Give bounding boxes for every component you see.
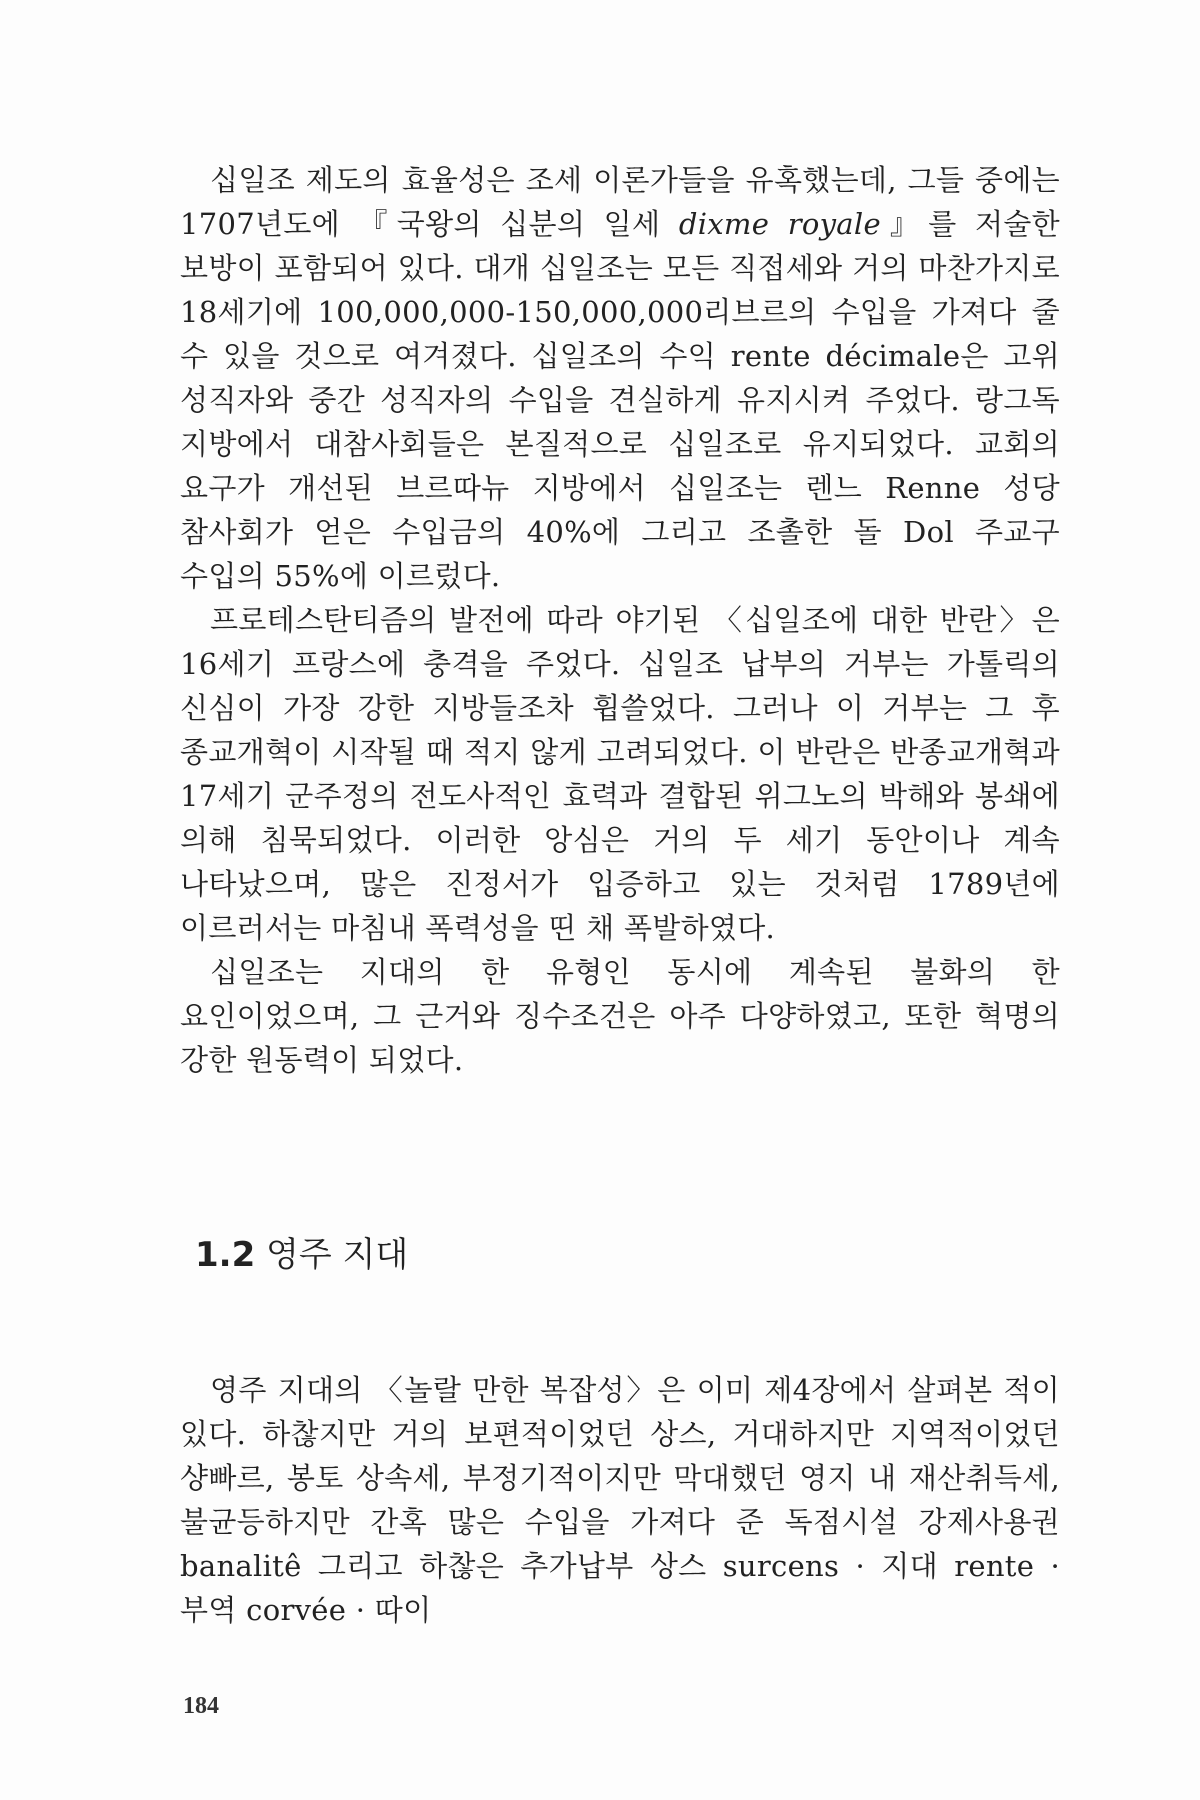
paragraph-1-italic-term: dixme royale	[678, 207, 881, 241]
section-title: 영주 지대	[266, 1235, 409, 1275]
paragraph-3	[180, 950, 1060, 1082]
paragraph-4	[180, 1368, 1060, 1632]
section-heading	[195, 1227, 408, 1276]
paragraph-2	[180, 598, 1060, 950]
body-text-upper	[180, 158, 1060, 1082]
paragraph-4-text: 영주 지대의 〈놀랄 만한 복잡성〉은 이미 제4장에서 살펴본 적이 있다. 하찮지만 거의 보편적이었던 상스, 거대하지만 지역적이었던 샹빠르, 봉토 상속세, 부정기적이지만 막대했던 영지 내 재산취득세, 불균등하지만 간혹 많은 수입을 가져다 준 독점시설 강제사용권 banalitê 그리고 하찮은 추가납부 상스 surcens · 지대 rente · 부역 corvée · 따이	[180, 1373, 1060, 1627]
paragraph-1-part-1: 십일조 제도의 효율성은 조세 이론가들을 유혹했는데, 그들 중에는 1707년도에 『국왕의 십분의 일세	[180, 163, 1060, 241]
paragraph-3-text: 십일조는 지대의 한 유형인 동시에 계속된 불화의 한 요인이었으며, 그 근거와 징수조건은 아주 다양하였고, 또한 혁명의 강한 원동력이 되었다.	[180, 955, 1060, 1077]
paragraph-1	[180, 158, 1060, 598]
paragraph-2-text: 프로테스탄티즘의 발전에 따라 야기된 〈십일조에 대한 반란〉은 16세기 프랑스에 충격을 주었다. 십일조 납부의 거부는 가톨릭의 신심이 가장 강한 지방들조차 휩쓸었다. 그러나 이 거부는 그 후 종교개혁이 시작될 때 적지 않게 고려되었다. 이 반란은 반종교개혁과 17세기 군주정의 전도사적인 효력과 결합된 위그노의 박해와 봉쇄에 의해 침묵되었다. 이러한 앙심은 거의 두 세기 동안이나 계속 나타났으며, 많은 진정서가 입증하고 있는 것처럼 1789년에 이르러서는 마침내 폭력성을 띤 채 폭발하였다.	[180, 603, 1060, 945]
body-text-lower	[180, 1368, 1060, 1632]
section-number: 1.2	[195, 1235, 256, 1275]
paragraph-1-part-3: 』를 저술한 보방이 포함되어 있다. 대개 십일조는 모든 직접세와 거의 마찬가지로 18세기에 100,000,000-150,000,000리브르의 수입을 가져다 줄 수 있을 것으로 여겨졌다. 십일조의 수익 rente décimale은 고위 성직자와 중간 성직자의 수입을 견실하게 유지시켜 주었다. 랑그독 지방에서 대참사회들은 본질적으로 십일조로 유지되었다. 교회의 요구가 개선된 브르따뉴 지방에서 십일조는 렌느 Renne 성당 참사회가 얻은 수입금의 40%에 그리고 조촐한 돌 Dol 주교구 수입의 55%에 이르렀다.	[180, 207, 1061, 593]
page-number: 184	[183, 1693, 219, 1719]
